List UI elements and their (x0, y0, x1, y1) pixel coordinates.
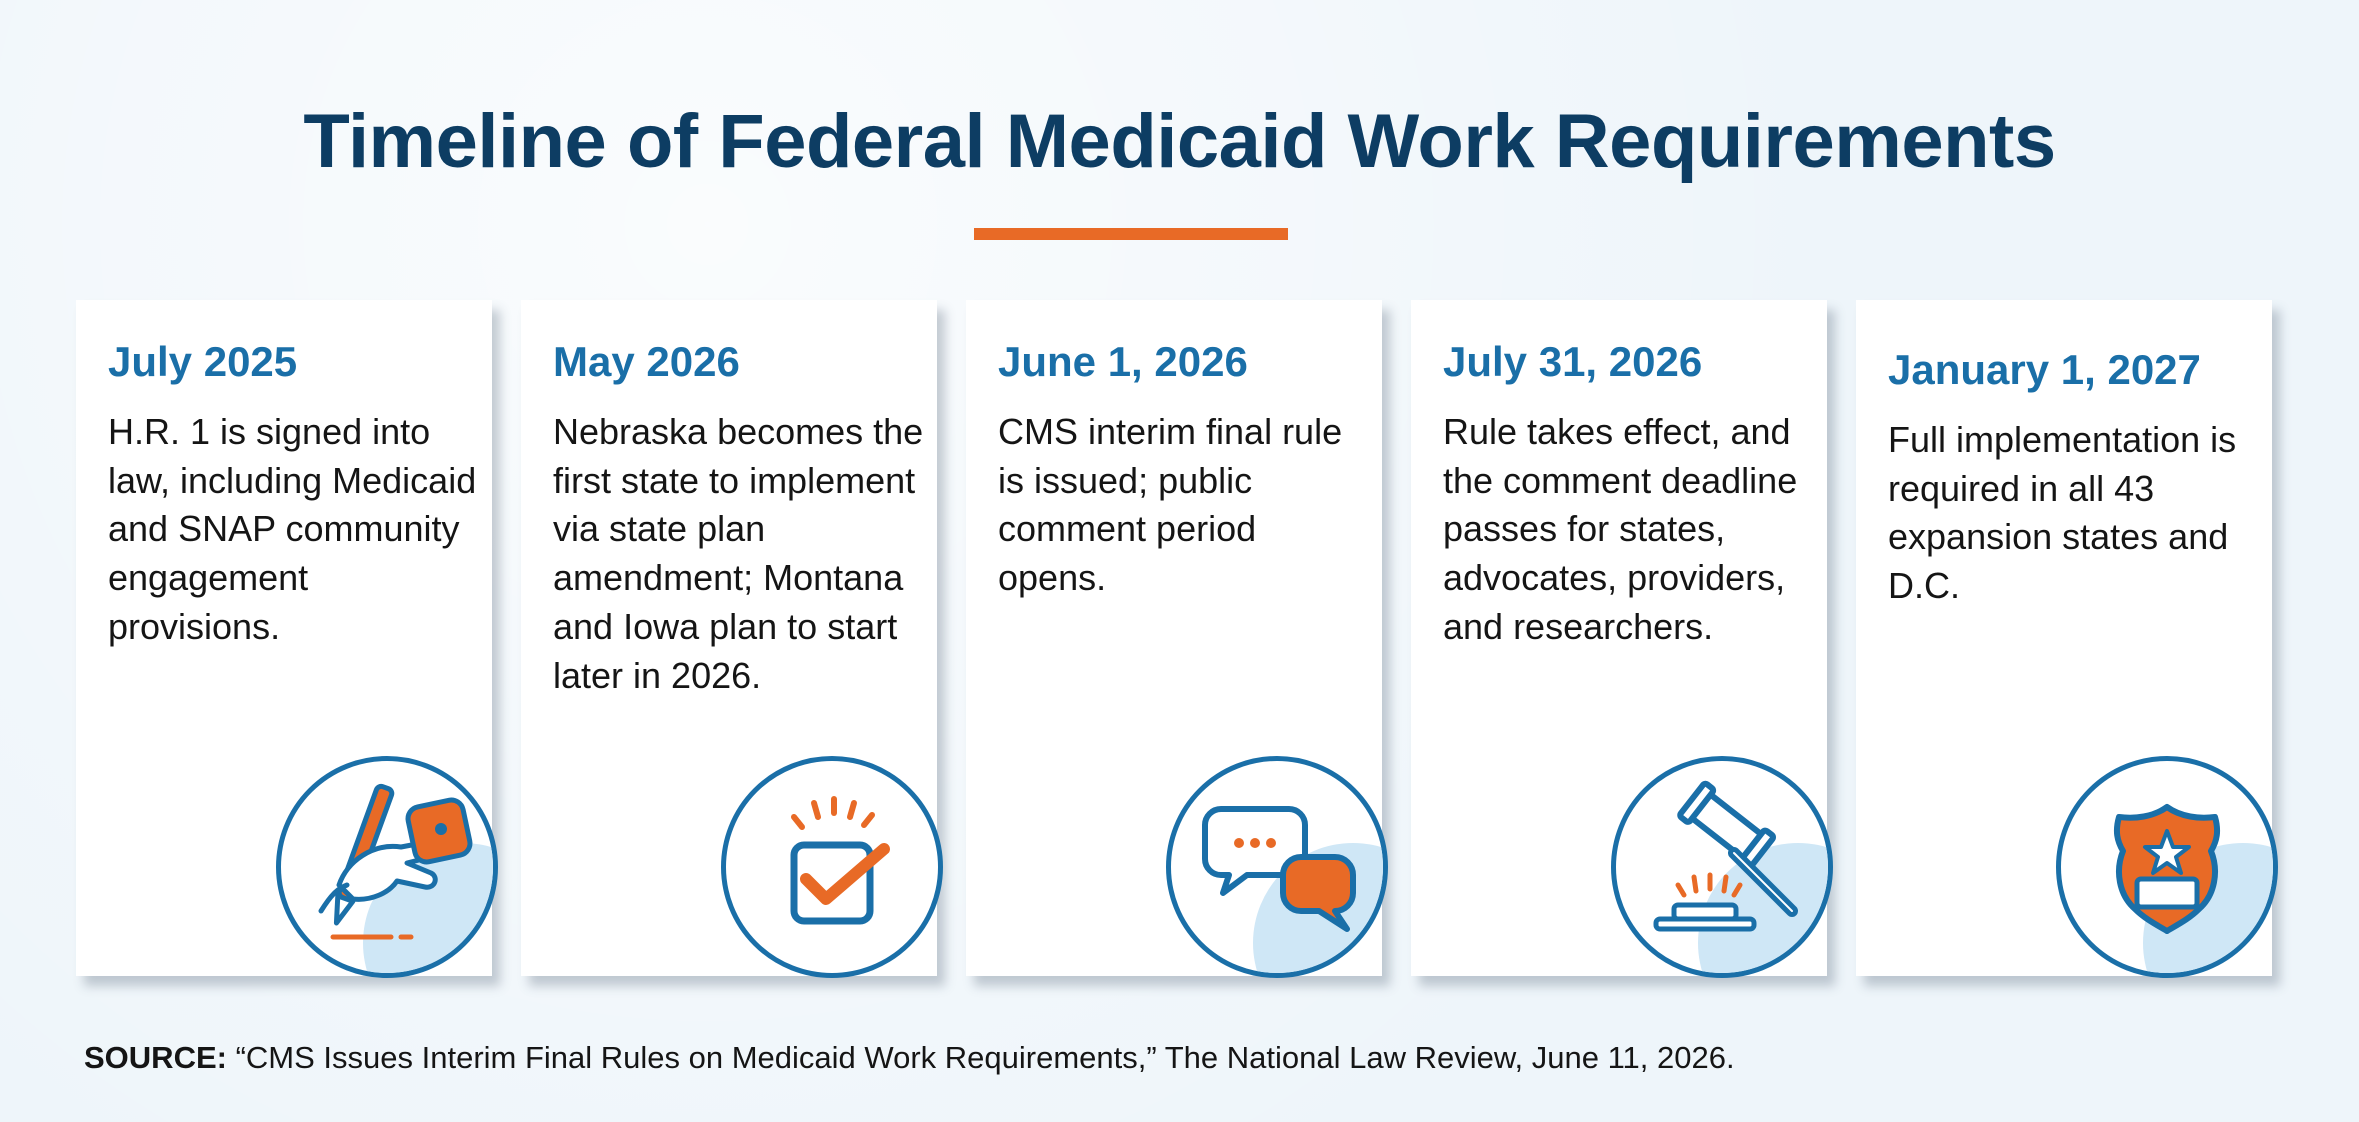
gavel-icon (1616, 761, 1828, 973)
signing-hand-icon (281, 761, 493, 973)
icon-badge (2056, 756, 2278, 978)
speech-bubbles-icon (1171, 761, 1383, 973)
timeline-card-january-1-2027 (1856, 300, 2272, 976)
source-text: “CMS Issues Interim Final Rules on Medicaid Work Requirements,” The National Law Review, June 11, 2026. (235, 1040, 1735, 1075)
source-note (84, 1040, 2304, 1076)
card-text: Rule takes effect, and the comment deadline passes for states, advocates, providers, and researchers. (1443, 411, 1798, 647)
icon-badge (1166, 756, 1388, 978)
timeline-card-june-1-2026 (966, 300, 1382, 976)
card-date: July 31, 2026 (1443, 338, 1703, 385)
timeline-card-may-2026 (521, 300, 937, 976)
page-title: Timeline of Federal Medicaid Work Requirements (303, 99, 2056, 184)
badge-shield-icon (2061, 761, 2273, 973)
card-text: Full implementation is required in all 43 expansion states and D.C. (1888, 419, 2237, 607)
card-text: H.R. 1 is signed into law, including Medicaid and SNAP community engagement provisions. (108, 411, 477, 647)
card-date: July 2025 (108, 338, 298, 385)
card-text: CMS interim final rule is issued; public comment period opens. (998, 411, 1343, 599)
icon-badge (1611, 756, 1833, 978)
icon-badge (276, 756, 498, 978)
card-text: Nebraska becomes the first state to implement via state plan amendment; Montana and Iowa plan to start later in 2026. (553, 411, 924, 696)
source-label: SOURCE: (84, 1040, 227, 1075)
card-date: May 2026 (553, 338, 740, 385)
icon-badge (721, 756, 943, 978)
timeline-card-july-31-2026 (1411, 300, 1827, 976)
checkbox-icon (726, 761, 938, 973)
card-date: June 1, 2026 (998, 338, 1248, 385)
title-underline (974, 228, 1288, 240)
card-date: January 1, 2027 (1888, 346, 2201, 393)
timeline-card-july-2025 (76, 300, 492, 976)
